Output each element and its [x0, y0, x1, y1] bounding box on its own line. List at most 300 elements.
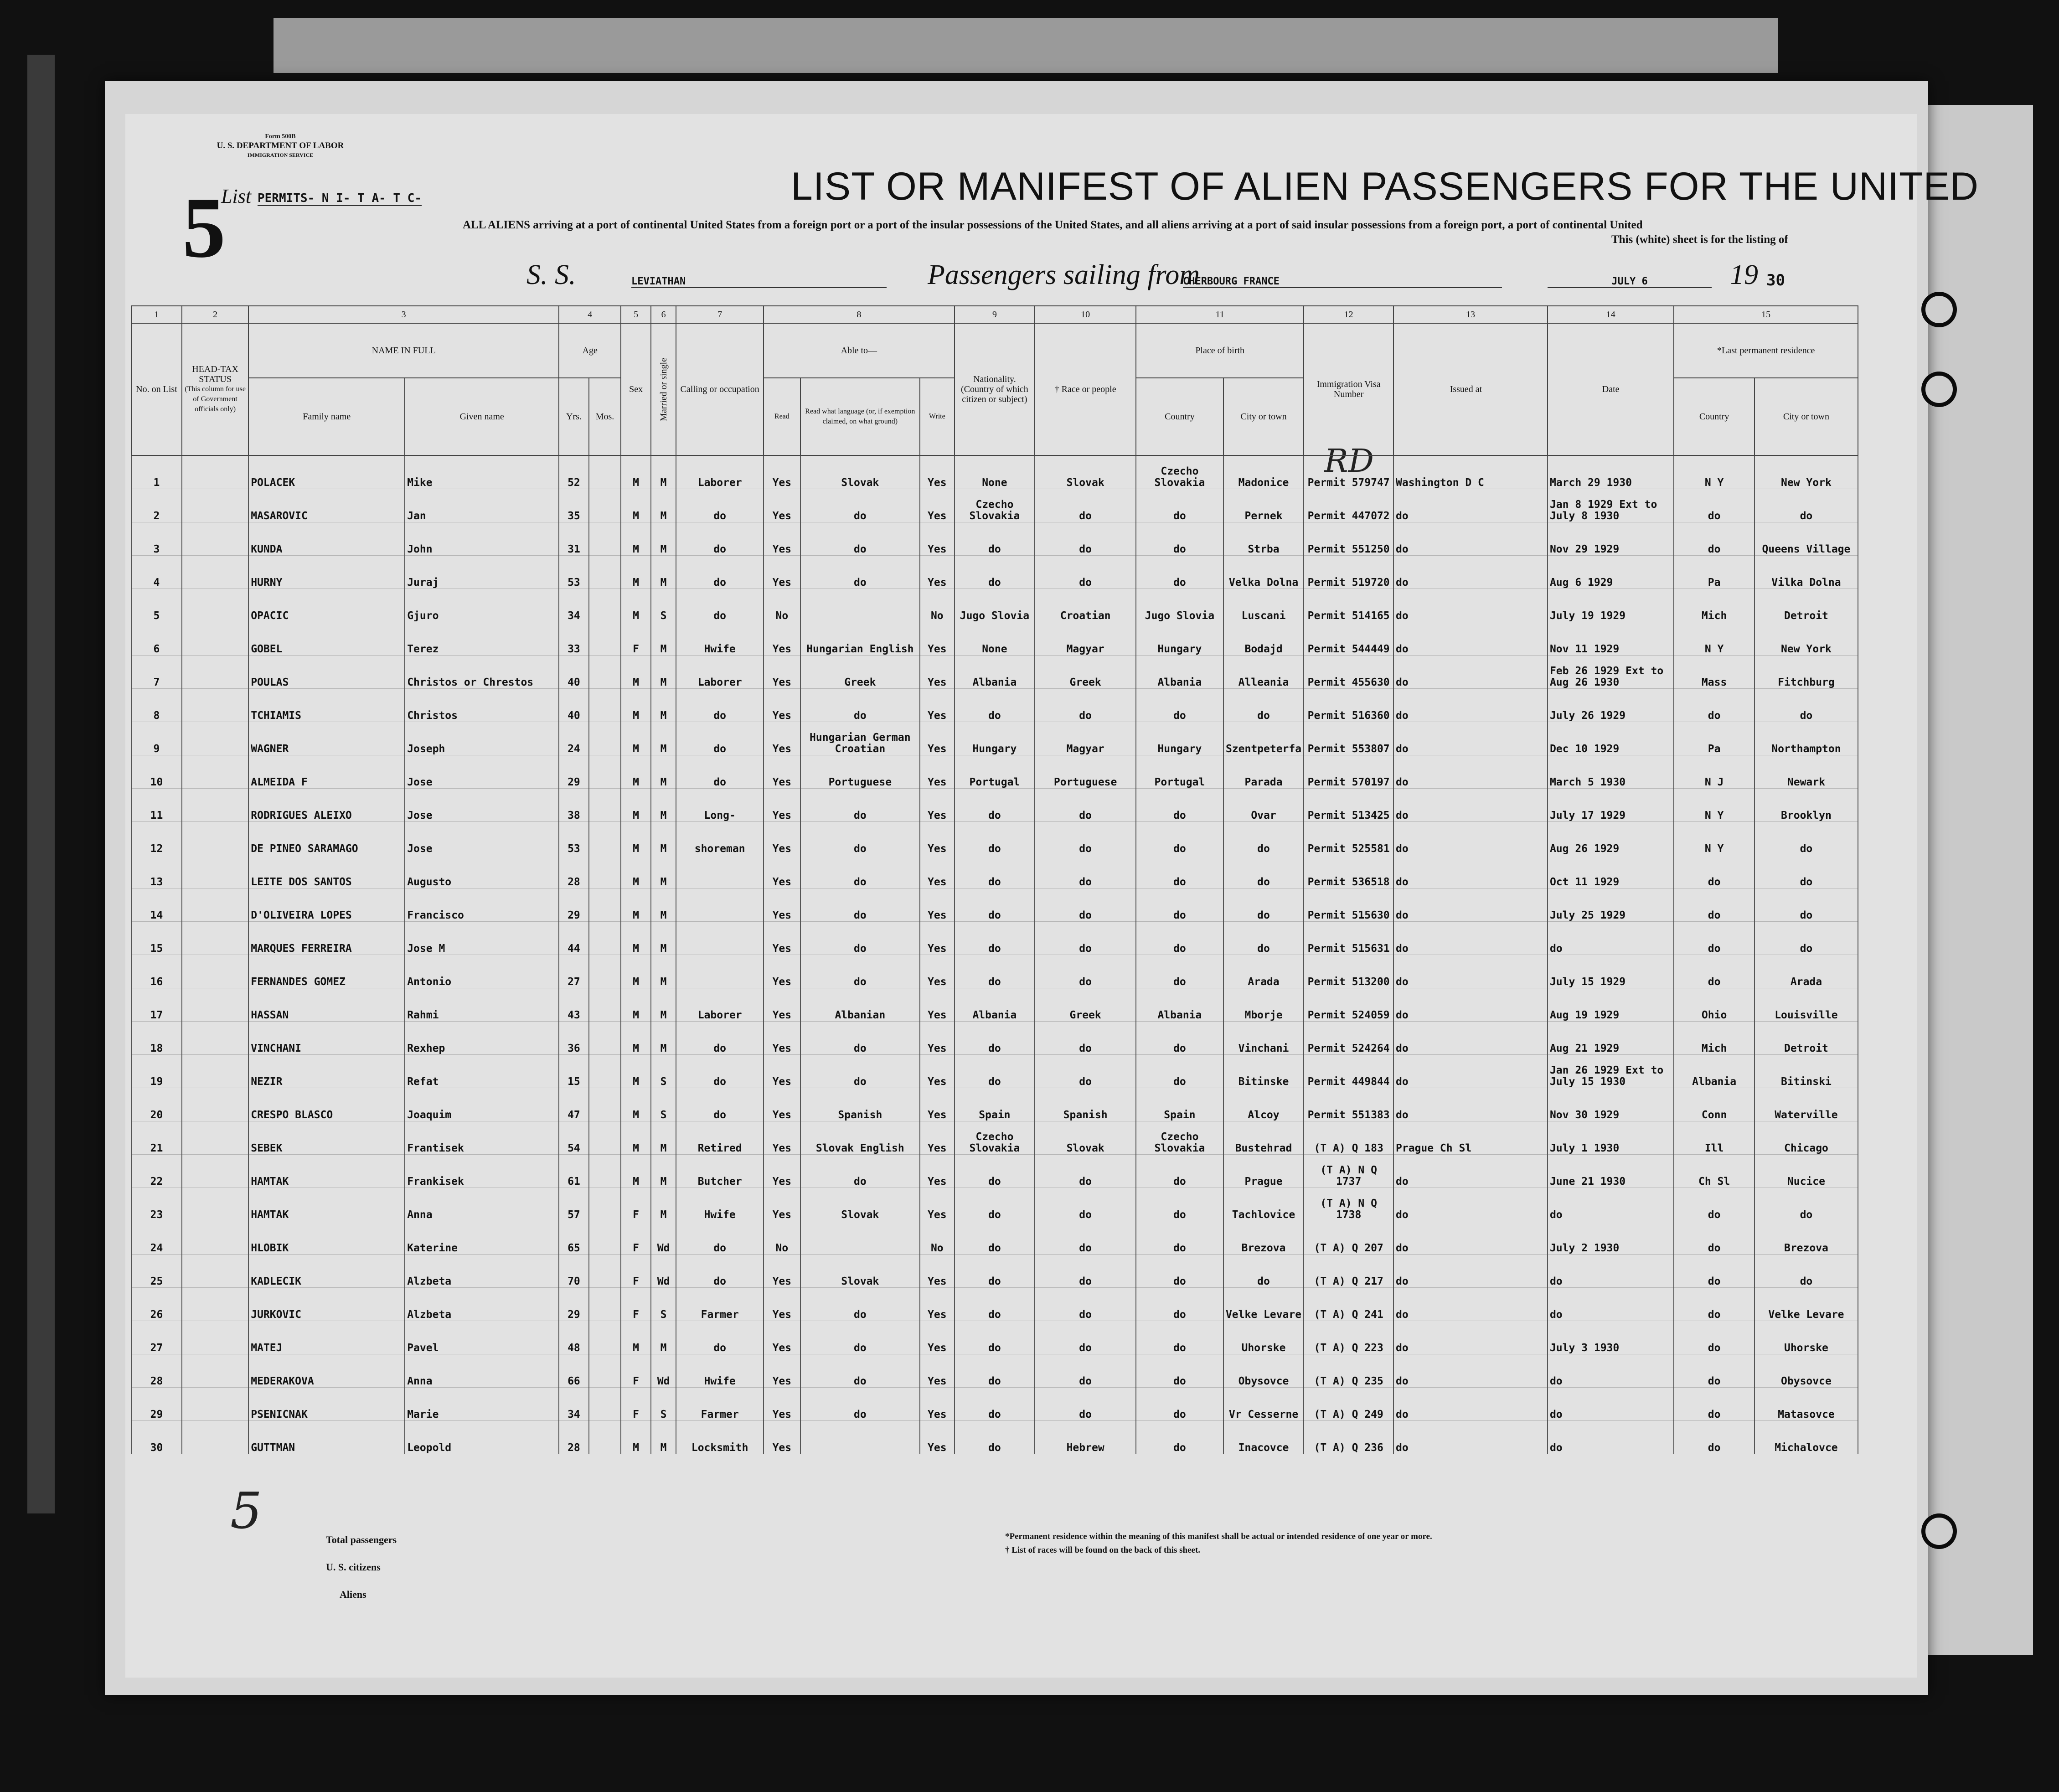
- table-row: [131, 1121, 1858, 1154]
- cell-no: 2: [131, 489, 182, 522]
- cell-yrs: 24: [559, 722, 589, 755]
- cell-ms: M: [651, 1121, 676, 1154]
- cell-family: D'OLIVEIRA LOPES: [248, 888, 405, 921]
- cell-race: do: [1035, 1387, 1136, 1420]
- cell-yrs: 54: [559, 1121, 589, 1154]
- cell-family: POULAS: [248, 655, 405, 688]
- cell-family: NEZIR: [248, 1054, 405, 1088]
- cell-visa: Permit 514165: [1304, 589, 1393, 622]
- handwritten-mark: RD: [1324, 442, 1374, 480]
- manifest-page: [125, 114, 1979, 1678]
- cell-occ: Laborer: [676, 988, 764, 1021]
- cell-no: 13: [131, 855, 182, 888]
- cell-ms: M: [651, 888, 676, 921]
- cell-read: Yes: [764, 722, 800, 755]
- cell-tax: [182, 1254, 248, 1287]
- cell-no: 4: [131, 555, 182, 589]
- cell-given: Jose: [405, 821, 559, 855]
- cell-bcountry: do: [1136, 555, 1223, 589]
- cell-lang: do: [800, 1321, 920, 1354]
- cell-nat: Czecho Slovakia: [955, 1121, 1035, 1154]
- cell-nat: do: [955, 555, 1035, 589]
- cell-lang: Portuguese: [800, 755, 920, 788]
- cell-bcity: Alcoy: [1223, 1088, 1304, 1121]
- cell-occ: Retired: [676, 1121, 764, 1154]
- cell-mos: [589, 855, 621, 888]
- header-date: Date: [1548, 323, 1674, 455]
- table-row: [131, 455, 1858, 489]
- table-row: [131, 722, 1858, 755]
- cell-lang: do: [800, 821, 920, 855]
- cell-rcity: do: [1755, 688, 1858, 722]
- cell-bcity: Madonice: [1223, 455, 1304, 489]
- cell-rcountry: do: [1674, 1321, 1755, 1354]
- cell-no: 10: [131, 755, 182, 788]
- cell-yrs: 44: [559, 921, 589, 955]
- cell-rcountry: Albania: [1674, 1054, 1755, 1088]
- cell-race: do: [1035, 1188, 1136, 1221]
- background-sheet-right: [1928, 105, 2033, 1655]
- cell-given: Gjuro: [405, 589, 559, 622]
- table-row: [131, 1254, 1858, 1287]
- cell-tax: [182, 888, 248, 921]
- cell-bcity: do: [1223, 855, 1304, 888]
- cell-issued: do: [1393, 788, 1548, 821]
- cell-date: July 15 1929: [1548, 955, 1674, 988]
- cell-write: Yes: [920, 821, 955, 855]
- cell-bcountry: do: [1136, 1054, 1223, 1088]
- cell-mos: [589, 921, 621, 955]
- cell-nat: do: [955, 855, 1035, 888]
- cell-lang: do: [800, 522, 920, 555]
- cell-yrs: 47: [559, 1088, 589, 1121]
- binder-ring: [1921, 1513, 1957, 1549]
- cell-given: Christos or Chrestos: [405, 655, 559, 688]
- cell-read: Yes: [764, 622, 800, 655]
- cell-given: Terez: [405, 622, 559, 655]
- cell-tax: [182, 1420, 248, 1454]
- cell-lang: Slovak English: [800, 1121, 920, 1154]
- cell-tax: [182, 1221, 248, 1254]
- cell-write: Yes: [920, 1420, 955, 1454]
- cell-visa: (T A) Q 236: [1304, 1420, 1393, 1454]
- cell-family: FERNANDES GOMEZ: [248, 955, 405, 988]
- cell-no: 6: [131, 622, 182, 655]
- cell-rcountry: N Y: [1674, 455, 1755, 489]
- cell-date: Nov 11 1929: [1548, 622, 1674, 655]
- cell-given: Katerine: [405, 1221, 559, 1254]
- cell-family: CRESPO BLASCO: [248, 1088, 405, 1121]
- header-res-country: Country: [1674, 378, 1755, 455]
- cell-date: July 17 1929: [1548, 788, 1674, 821]
- cell-write: Yes: [920, 489, 955, 522]
- cell-given: Juraj: [405, 555, 559, 589]
- cell-rcountry: N Y: [1674, 821, 1755, 855]
- cell-ms: M: [651, 455, 676, 489]
- col-num: 2: [182, 306, 248, 323]
- cell-bcountry: do: [1136, 921, 1223, 955]
- cell-bcity: Bodajd: [1223, 622, 1304, 655]
- cell-mos: [589, 888, 621, 921]
- cell-mos: [589, 655, 621, 688]
- cell-nat: Czecho Slovakia: [955, 489, 1035, 522]
- cell-given: Jose: [405, 788, 559, 821]
- cell-rcountry: Mich: [1674, 1021, 1755, 1054]
- cell-lang: Spanish: [800, 1088, 920, 1121]
- cell-rcountry: Mass: [1674, 655, 1755, 688]
- cell-ms: M: [651, 722, 676, 755]
- cell-visa: Permit 570197: [1304, 755, 1393, 788]
- cell-bcity: Luscani: [1223, 589, 1304, 622]
- cell-visa: Permit 519720: [1304, 555, 1393, 589]
- form-number: Form 500B: [265, 133, 296, 140]
- cell-bcity: Velka Dolna: [1223, 555, 1304, 589]
- cell-issued: do: [1393, 1221, 1548, 1254]
- cell-nat: Hungary: [955, 722, 1035, 755]
- cell-rcity: Michalovce: [1755, 1420, 1858, 1454]
- cell-yrs: 28: [559, 855, 589, 888]
- cell-nat: do: [955, 1321, 1035, 1354]
- cell-read: Yes: [764, 1054, 800, 1088]
- cell-family: PSENICNAK: [248, 1387, 405, 1420]
- cell-nat: do: [955, 1354, 1035, 1387]
- cell-race: do: [1035, 489, 1136, 522]
- cell-visa: Permit 524264: [1304, 1021, 1393, 1054]
- cell-rcity: Queens Village: [1755, 522, 1858, 555]
- cell-occ: Hwife: [676, 622, 764, 655]
- header-family-name: Family name: [248, 378, 405, 455]
- cell-bcity: Alleania: [1223, 655, 1304, 688]
- cell-lang: do: [800, 955, 920, 988]
- cell-yrs: 28: [559, 1420, 589, 1454]
- cell-date: Jan 26 1929 Ext to July 15 1930: [1548, 1054, 1674, 1088]
- cell-race: do: [1035, 821, 1136, 855]
- cell-write: Yes: [920, 788, 955, 821]
- cell-tax: [182, 688, 248, 722]
- cell-read: Yes: [764, 1088, 800, 1121]
- cell-no: 27: [131, 1321, 182, 1354]
- cell-write: Yes: [920, 888, 955, 921]
- cell-mos: [589, 722, 621, 755]
- cell-sex: M: [621, 988, 651, 1021]
- header-row-1: [131, 323, 1858, 378]
- header-age: Age: [559, 323, 621, 378]
- cell-bcountry: do: [1136, 1254, 1223, 1287]
- cell-mos: [589, 1188, 621, 1221]
- cell-read: Yes: [764, 1287, 800, 1321]
- column-number-row: [131, 306, 1858, 323]
- cell-mos: [589, 1021, 621, 1054]
- cell-family: HAMTAK: [248, 1154, 405, 1188]
- cell-bcity: Tachlovice: [1223, 1188, 1304, 1221]
- cell-bcity: Vinchani: [1223, 1021, 1304, 1054]
- cell-lang: [800, 589, 920, 622]
- cell-ms: M: [651, 855, 676, 888]
- cell-ms: M: [651, 788, 676, 821]
- cell-read: No: [764, 1221, 800, 1254]
- cell-family: MATEJ: [248, 1321, 405, 1354]
- head-tax-note: (This column for use of Government officials only): [185, 385, 246, 413]
- cell-ms: M: [651, 821, 676, 855]
- cell-rcountry: do: [1674, 1221, 1755, 1254]
- cell-rcity: Uhorske: [1755, 1321, 1858, 1354]
- cell-nat: None: [955, 622, 1035, 655]
- cell-rcity: Northampton: [1755, 722, 1858, 755]
- cell-bcountry: do: [1136, 1287, 1223, 1321]
- cell-mos: [589, 1221, 621, 1254]
- cell-given: Mike: [405, 455, 559, 489]
- cell-no: 14: [131, 888, 182, 921]
- cell-read: Yes: [764, 755, 800, 788]
- sailing-label: Passengers sailing from: [928, 259, 1200, 290]
- cell-yrs: 40: [559, 655, 589, 688]
- cell-bcountry: do: [1136, 955, 1223, 988]
- cell-issued: do: [1393, 1321, 1548, 1354]
- cell-issued: do: [1393, 489, 1548, 522]
- cell-occ: Laborer: [676, 655, 764, 688]
- cell-given: Pavel: [405, 1321, 559, 1354]
- cell-occ: do: [676, 1088, 764, 1121]
- table-row: [131, 955, 1858, 988]
- cell-occ: do: [676, 589, 764, 622]
- title-subline-2: This (white) sheet is for the listing of: [1611, 233, 1788, 246]
- cell-date: July 1 1930: [1548, 1121, 1674, 1154]
- cell-issued: do: [1393, 955, 1548, 988]
- cell-rcountry: do: [1674, 1387, 1755, 1420]
- cell-date: July 26 1929: [1548, 688, 1674, 722]
- cell-rcountry: do: [1674, 921, 1755, 955]
- cell-no: 29: [131, 1387, 182, 1420]
- cell-tax: [182, 722, 248, 755]
- cell-yrs: 34: [559, 589, 589, 622]
- service: IMMIGRATION SERVICE: [247, 152, 314, 158]
- cell-given: Frantisek: [405, 1121, 559, 1154]
- cell-read: Yes: [764, 455, 800, 489]
- header-read: Read: [764, 378, 800, 455]
- header-name-in-full: NAME IN FULL: [248, 323, 559, 378]
- table-row: [131, 788, 1858, 821]
- cell-occ: Hwife: [676, 1354, 764, 1387]
- cell-rcity: Newark: [1755, 755, 1858, 788]
- cell-write: Yes: [920, 688, 955, 722]
- cell-issued: do: [1393, 688, 1548, 722]
- cell-race: do: [1035, 921, 1136, 955]
- department: U. S. DEPARTMENT OF LABOR: [217, 141, 344, 150]
- cell-no: 12: [131, 821, 182, 855]
- cell-visa: (T A) Q 241: [1304, 1287, 1393, 1321]
- cell-read: Yes: [764, 1354, 800, 1387]
- cell-sex: F: [621, 622, 651, 655]
- cell-occ: do: [676, 755, 764, 788]
- cell-date: July 3 1930: [1548, 1321, 1674, 1354]
- cell-read: Yes: [764, 1021, 800, 1054]
- cell-write: Yes: [920, 655, 955, 688]
- background-sheet-top: [274, 18, 1778, 73]
- cell-bcountry: Portugal: [1136, 755, 1223, 788]
- cell-bcity: Arada: [1223, 955, 1304, 988]
- cell-tax: [182, 1188, 248, 1221]
- cell-no: 17: [131, 988, 182, 1021]
- cell-ms: M: [651, 1021, 676, 1054]
- cell-given: Refat: [405, 1054, 559, 1088]
- table-row: [131, 555, 1858, 589]
- cell-issued: do: [1393, 1387, 1548, 1420]
- cell-nat: do: [955, 1221, 1035, 1254]
- header-no-on-list: No. on List: [131, 323, 182, 455]
- cell-write: Yes: [920, 555, 955, 589]
- cell-mos: [589, 788, 621, 821]
- cell-family: KUNDA: [248, 522, 405, 555]
- cell-yrs: 43: [559, 988, 589, 1021]
- cell-occ: [676, 955, 764, 988]
- cell-rcity: do: [1755, 821, 1858, 855]
- cell-visa: (T A) Q 217: [1304, 1254, 1393, 1287]
- table-row: [131, 755, 1858, 788]
- cell-read: Yes: [764, 1321, 800, 1354]
- cell-sex: M: [621, 1121, 651, 1154]
- cell-nat: Jugo Slovia: [955, 589, 1035, 622]
- cell-lang: Albanian: [800, 988, 920, 1021]
- cell-mos: [589, 1121, 621, 1154]
- cell-issued: do: [1393, 522, 1548, 555]
- cell-race: do: [1035, 788, 1136, 821]
- col-num: 9: [955, 306, 1035, 323]
- cell-sex: M: [621, 688, 651, 722]
- cell-rcity: Bitinski: [1755, 1054, 1858, 1088]
- cell-occ: do: [676, 489, 764, 522]
- table-row: [131, 888, 1858, 921]
- cell-bcity: Strba: [1223, 522, 1304, 555]
- cell-tax: [182, 855, 248, 888]
- cell-given: Alzbeta: [405, 1287, 559, 1321]
- year-prefix: 19: [1730, 259, 1758, 290]
- cell-issued: do: [1393, 1188, 1548, 1221]
- cell-sex: M: [621, 1154, 651, 1188]
- cell-date: Aug 26 1929: [1548, 821, 1674, 855]
- cell-rcountry: do: [1674, 1188, 1755, 1221]
- cell-yrs: 57: [559, 1188, 589, 1221]
- cell-visa: (T A) Q 207: [1304, 1221, 1393, 1254]
- cell-yrs: 15: [559, 1054, 589, 1088]
- cell-rcountry: do: [1674, 1420, 1755, 1454]
- cell-write: Yes: [920, 1154, 955, 1188]
- cell-ms: M: [651, 755, 676, 788]
- cell-mos: [589, 1354, 621, 1387]
- cell-sex: M: [621, 722, 651, 755]
- cell-visa: Permit 455630: [1304, 655, 1393, 688]
- cell-rcity: Chicago: [1755, 1121, 1858, 1154]
- header-res-city: City or town: [1755, 378, 1858, 455]
- cell-family: VINCHANI: [248, 1021, 405, 1054]
- cell-tax: [182, 755, 248, 788]
- cell-no: 9: [131, 722, 182, 755]
- cell-ms: Wd: [651, 1354, 676, 1387]
- cell-ms: M: [651, 1420, 676, 1454]
- cell-tax: [182, 988, 248, 1021]
- cell-bcountry: Jugo Slovia: [1136, 589, 1223, 622]
- cell-bcity: Uhorske: [1223, 1321, 1304, 1354]
- cell-ms: M: [651, 688, 676, 722]
- cell-rcountry: Conn: [1674, 1088, 1755, 1121]
- cell-write: Yes: [920, 1254, 955, 1287]
- cell-date: do: [1548, 1420, 1674, 1454]
- passenger-rows: [131, 455, 1858, 1454]
- cell-yrs: 29: [559, 888, 589, 921]
- cell-write: No: [920, 1221, 955, 1254]
- cell-yrs: 27: [559, 955, 589, 988]
- cell-race: do: [1035, 855, 1136, 888]
- cell-bcountry: do: [1136, 788, 1223, 821]
- cell-rcity: do: [1755, 489, 1858, 522]
- cell-ms: M: [651, 489, 676, 522]
- table-row: [131, 1088, 1858, 1121]
- cell-tax: [182, 1354, 248, 1387]
- cell-yrs: 29: [559, 755, 589, 788]
- cell-visa: Permit 579747: [1304, 455, 1393, 489]
- cell-rcity: do: [1755, 1254, 1858, 1287]
- cell-visa: Permit 551250: [1304, 522, 1393, 555]
- cell-bcity: Szentpeterfa: [1223, 722, 1304, 755]
- cell-visa: (T A) N Q 1737: [1304, 1154, 1393, 1188]
- cell-no: 15: [131, 921, 182, 955]
- cell-given: Rahmi: [405, 988, 559, 1021]
- cell-sex: F: [621, 1354, 651, 1387]
- cell-rcity: Fitchburg: [1755, 655, 1858, 688]
- handwritten-five: 5: [230, 1482, 262, 1540]
- cell-no: 3: [131, 522, 182, 555]
- cell-tax: [182, 655, 248, 688]
- cell-rcountry: Ill: [1674, 1121, 1755, 1154]
- cell-race: Greek: [1035, 988, 1136, 1021]
- table-row: [131, 1054, 1858, 1088]
- cell-sex: M: [621, 821, 651, 855]
- cell-family: SEBEK: [248, 1121, 405, 1154]
- cell-nat: do: [955, 1254, 1035, 1287]
- cell-ms: S: [651, 1054, 676, 1088]
- cell-read: Yes: [764, 888, 800, 921]
- cell-mos: [589, 1321, 621, 1354]
- cell-family: MASAROVIC: [248, 489, 405, 522]
- cell-bcountry: do: [1136, 489, 1223, 522]
- table-row: [131, 1188, 1858, 1221]
- cell-no: 16: [131, 955, 182, 988]
- cell-issued: do: [1393, 821, 1548, 855]
- cell-issued: do: [1393, 722, 1548, 755]
- cell-visa: Permit 553807: [1304, 722, 1393, 755]
- cell-rcountry: Pa: [1674, 722, 1755, 755]
- cell-no: 26: [131, 1287, 182, 1321]
- cell-lang: do: [800, 555, 920, 589]
- cell-visa: Permit 525581: [1304, 821, 1393, 855]
- cell-date: Aug 19 1929: [1548, 988, 1674, 1021]
- cell-read: Yes: [764, 555, 800, 589]
- cell-mos: [589, 1054, 621, 1088]
- cell-tax: [182, 1054, 248, 1088]
- list-number: 5: [182, 180, 226, 276]
- cell-read: Yes: [764, 988, 800, 1021]
- cell-race: do: [1035, 1054, 1136, 1088]
- col-num: 3: [248, 306, 559, 323]
- cell-family: LEITE DOS SANTOS: [248, 855, 405, 888]
- cell-sex: M: [621, 888, 651, 921]
- cell-issued: do: [1393, 655, 1548, 688]
- cell-sex: M: [621, 1054, 651, 1088]
- cell-visa: (T A) Q 183: [1304, 1121, 1393, 1154]
- cell-occ: Locksmith: [676, 1420, 764, 1454]
- cell-bcountry: do: [1136, 1154, 1223, 1188]
- cell-read: Yes: [764, 655, 800, 688]
- cell-issued: do: [1393, 1154, 1548, 1188]
